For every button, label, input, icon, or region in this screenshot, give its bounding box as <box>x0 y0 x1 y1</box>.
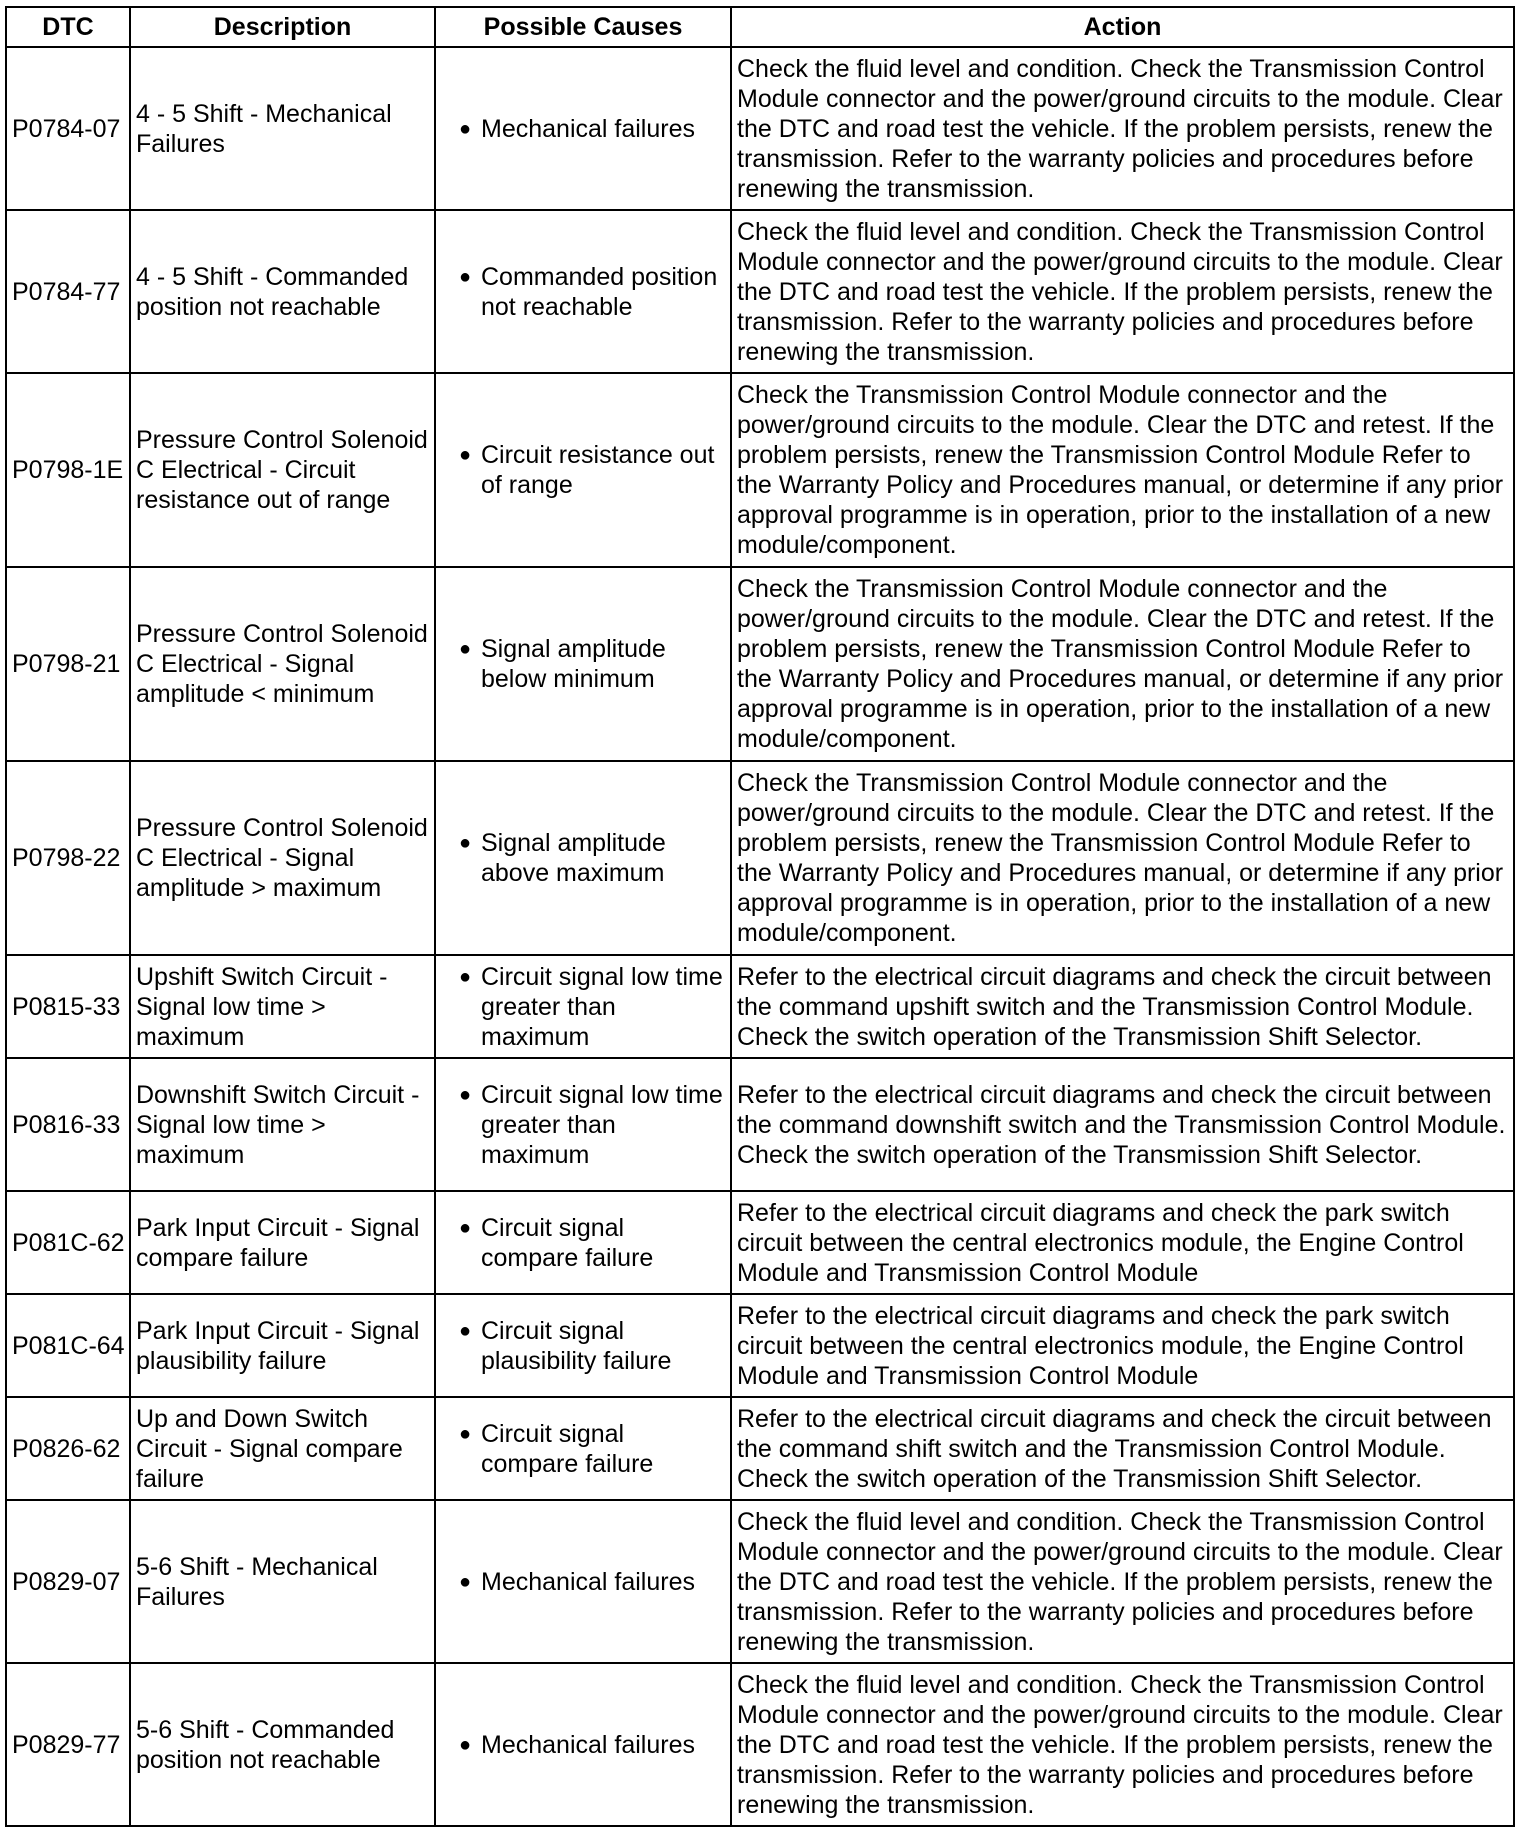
possible-cause <box>435 1663 731 1826</box>
action-text: Check the fluid level and condition. Check the Transmission Control Module connector and the power/ground circuits to the module. Clear the DTC and road test the vehicle. If the problem persists, renew the transmission. Refer to the warranty policies and procedures before renewing the transmission. <box>731 1500 1514 1663</box>
dtc-description: Downshift Switch Circuit - Signal low time > maximum <box>130 1058 435 1191</box>
dtc-code: P0829-07 <box>6 1500 130 1663</box>
header-action: Action <box>731 7 1514 47</box>
dtc-description: Pressure Control Solenoid C Electrical - Signal amplitude > maximum <box>130 761 435 955</box>
header-possible-causes: Possible Causes <box>435 7 731 47</box>
possible-cause <box>435 955 731 1058</box>
cause-text: Circuit signal compare failure <box>481 1213 654 1272</box>
action-text: Check the Transmission Control Module connector and the power/ground circuits to the module. Clear the DTC and retest. If the problem persists, renew the Transmission Control Module Refer to the Warranty Policy and Procedures manual, or determine if any prior approval programme is in operation, prior to the installation of a new module/component. <box>731 373 1514 567</box>
dtc-description: 4 - 5 Shift - Mechanical Failures <box>130 47 435 210</box>
possible-cause <box>435 567 731 761</box>
table-row <box>6 1294 1514 1397</box>
action-text: Refer to the electrical circuit diagrams and check the circuit between the command downshift switch and the Transmission Control Module. Check the switch operation of the Transmission Shift Selector. <box>731 1058 1514 1191</box>
table-row <box>6 1058 1514 1191</box>
action-text: Refer to the electrical circuit diagrams and check the circuit between the command shift switch and the Transmission Control Module. Check the switch operation of the Transmission Shift Selector. <box>731 1397 1514 1500</box>
dtc-description: 5-6 Shift - Mechanical Failures <box>130 1500 435 1663</box>
bullet-icon: ● <box>458 117 472 140</box>
table-row <box>6 761 1514 955</box>
table-row <box>6 210 1514 373</box>
dtc-table <box>5 6 1515 1827</box>
table-row <box>6 567 1514 761</box>
cause-text: Circuit signal compare failure <box>481 1419 654 1478</box>
dtc-description: Park Input Circuit - Signal plausibility failure <box>130 1294 435 1397</box>
action-text: Check the fluid level and condition. Check the Transmission Control Module connector and the power/ground circuits to the module. Clear the DTC and road test the vehicle. If the problem persists, renew the transmission. Refer to the warranty policies and procedures before renewing the transmission. <box>731 210 1514 373</box>
cause-text: Mechanical failures <box>481 1730 695 1759</box>
bullet-icon: ● <box>458 1422 472 1445</box>
table-row <box>6 1663 1514 1826</box>
dtc-description: Upshift Switch Circuit - Signal low time > maximum <box>130 955 435 1058</box>
possible-cause <box>435 47 731 210</box>
table-row <box>6 1500 1514 1663</box>
dtc-description: 4 - 5 Shift - Commanded position not reachable <box>130 210 435 373</box>
dtc-code: P0784-07 <box>6 47 130 210</box>
action-text: Refer to the electrical circuit diagrams and check the circuit between the command upshift switch and the Transmission Control Module. Check the switch operation of the Transmission Shift Selector. <box>731 955 1514 1058</box>
bullet-icon: ● <box>458 1319 472 1342</box>
cause-text: Circuit resistance out of range <box>481 441 715 499</box>
possible-cause <box>435 373 731 567</box>
dtc-description: Park Input Circuit - Signal compare failure <box>130 1191 435 1294</box>
cause-text: Signal amplitude below minimum <box>481 635 666 693</box>
dtc-description: Pressure Control Solenoid C Electrical - Signal amplitude < minimum <box>130 567 435 761</box>
dtc-code: P0829-77 <box>6 1663 130 1826</box>
bullet-icon: ● <box>458 1083 472 1106</box>
dtc-code: P081C-64 <box>6 1294 130 1397</box>
bullet-icon: ● <box>458 965 472 988</box>
possible-cause <box>435 1191 731 1294</box>
dtc-code: P0815-33 <box>6 955 130 1058</box>
bullet-icon: ● <box>458 1733 472 1756</box>
bullet-icon: ● <box>458 1216 472 1239</box>
bullet-icon: ● <box>458 638 472 660</box>
possible-cause <box>435 1058 731 1191</box>
table-row <box>6 47 1514 210</box>
possible-cause <box>435 1294 731 1397</box>
dtc-code: P0816-33 <box>6 1058 130 1191</box>
cause-text: Circuit signal plausibility failure <box>481 1316 672 1375</box>
action-text: Check the Transmission Control Module connector and the power/ground circuits to the module. Clear the DTC and retest. If the problem persists, renew the Transmission Control Module Refer to the Warranty Policy and Procedures manual, or determine if any prior approval programme is in operation, prior to the installation of a new module/component. <box>731 567 1514 761</box>
dtc-code: P0798-21 <box>6 567 130 761</box>
action-text: Refer to the electrical circuit diagrams and check the park switch circuit between the central electronics module, the Engine Control Module and Transmission Control Module <box>731 1191 1514 1294</box>
header-row <box>6 7 1514 47</box>
action-text: Check the Transmission Control Module connector and the power/ground circuits to the module. Clear the DTC and retest. If the problem persists, renew the Transmission Control Module Refer to the Warranty Policy and Procedures manual, or determine if any prior approval programme is in operation, prior to the installation of a new module/component. <box>731 761 1514 955</box>
dtc-description: 5-6 Shift - Commanded position not reachable <box>130 1663 435 1826</box>
action-text: Check the fluid level and condition. Check the Transmission Control Module connector and the power/ground circuits to the module. Clear the DTC and road test the vehicle. If the problem persists, renew the transmission. Refer to the warranty policies and procedures before renewing the transmission. <box>731 1663 1514 1826</box>
action-text: Refer to the electrical circuit diagrams and check the park switch circuit between the central electronics module, the Engine Control Module and Transmission Control Module <box>731 1294 1514 1397</box>
cause-text: Mechanical failures <box>481 1567 695 1596</box>
cause-text: Signal amplitude above maximum <box>481 829 666 887</box>
action-text: Check the fluid level and condition. Check the Transmission Control Module connector and the power/ground circuits to the module. Clear the DTC and road test the vehicle. If the problem persists, renew the transmission. Refer to the warranty policies and procedures before renewing the transmission. <box>731 47 1514 210</box>
bullet-icon: ● <box>458 444 472 466</box>
possible-cause <box>435 1500 731 1663</box>
bullet-icon: ● <box>458 265 472 288</box>
cause-text: Mechanical failures <box>481 114 695 143</box>
cause-text: Circuit signal low time greater than maximum <box>481 962 723 1051</box>
table-row <box>6 373 1514 567</box>
cause-text: Commanded position not reachable <box>481 262 718 321</box>
header-dtc: DTC <box>6 7 130 47</box>
table-row <box>6 1397 1514 1500</box>
table-row <box>6 955 1514 1058</box>
dtc-code: P081C-62 <box>6 1191 130 1294</box>
bullet-icon: ● <box>458 832 472 854</box>
cause-text: Circuit signal low time greater than maximum <box>481 1080 723 1169</box>
possible-cause <box>435 1397 731 1500</box>
bullet-icon: ● <box>458 1570 472 1593</box>
header-description: Description <box>130 7 435 47</box>
dtc-description: Up and Down Switch Circuit - Signal compare failure <box>130 1397 435 1500</box>
dtc-code: P0798-1E <box>6 373 130 567</box>
dtc-code: P0784-77 <box>6 210 130 373</box>
table-row <box>6 1191 1514 1294</box>
dtc-code: P0798-22 <box>6 761 130 955</box>
possible-cause <box>435 210 731 373</box>
dtc-description: Pressure Control Solenoid C Electrical - Circuit resistance out of range <box>130 373 435 567</box>
possible-cause <box>435 761 731 955</box>
dtc-code: P0826-62 <box>6 1397 130 1500</box>
